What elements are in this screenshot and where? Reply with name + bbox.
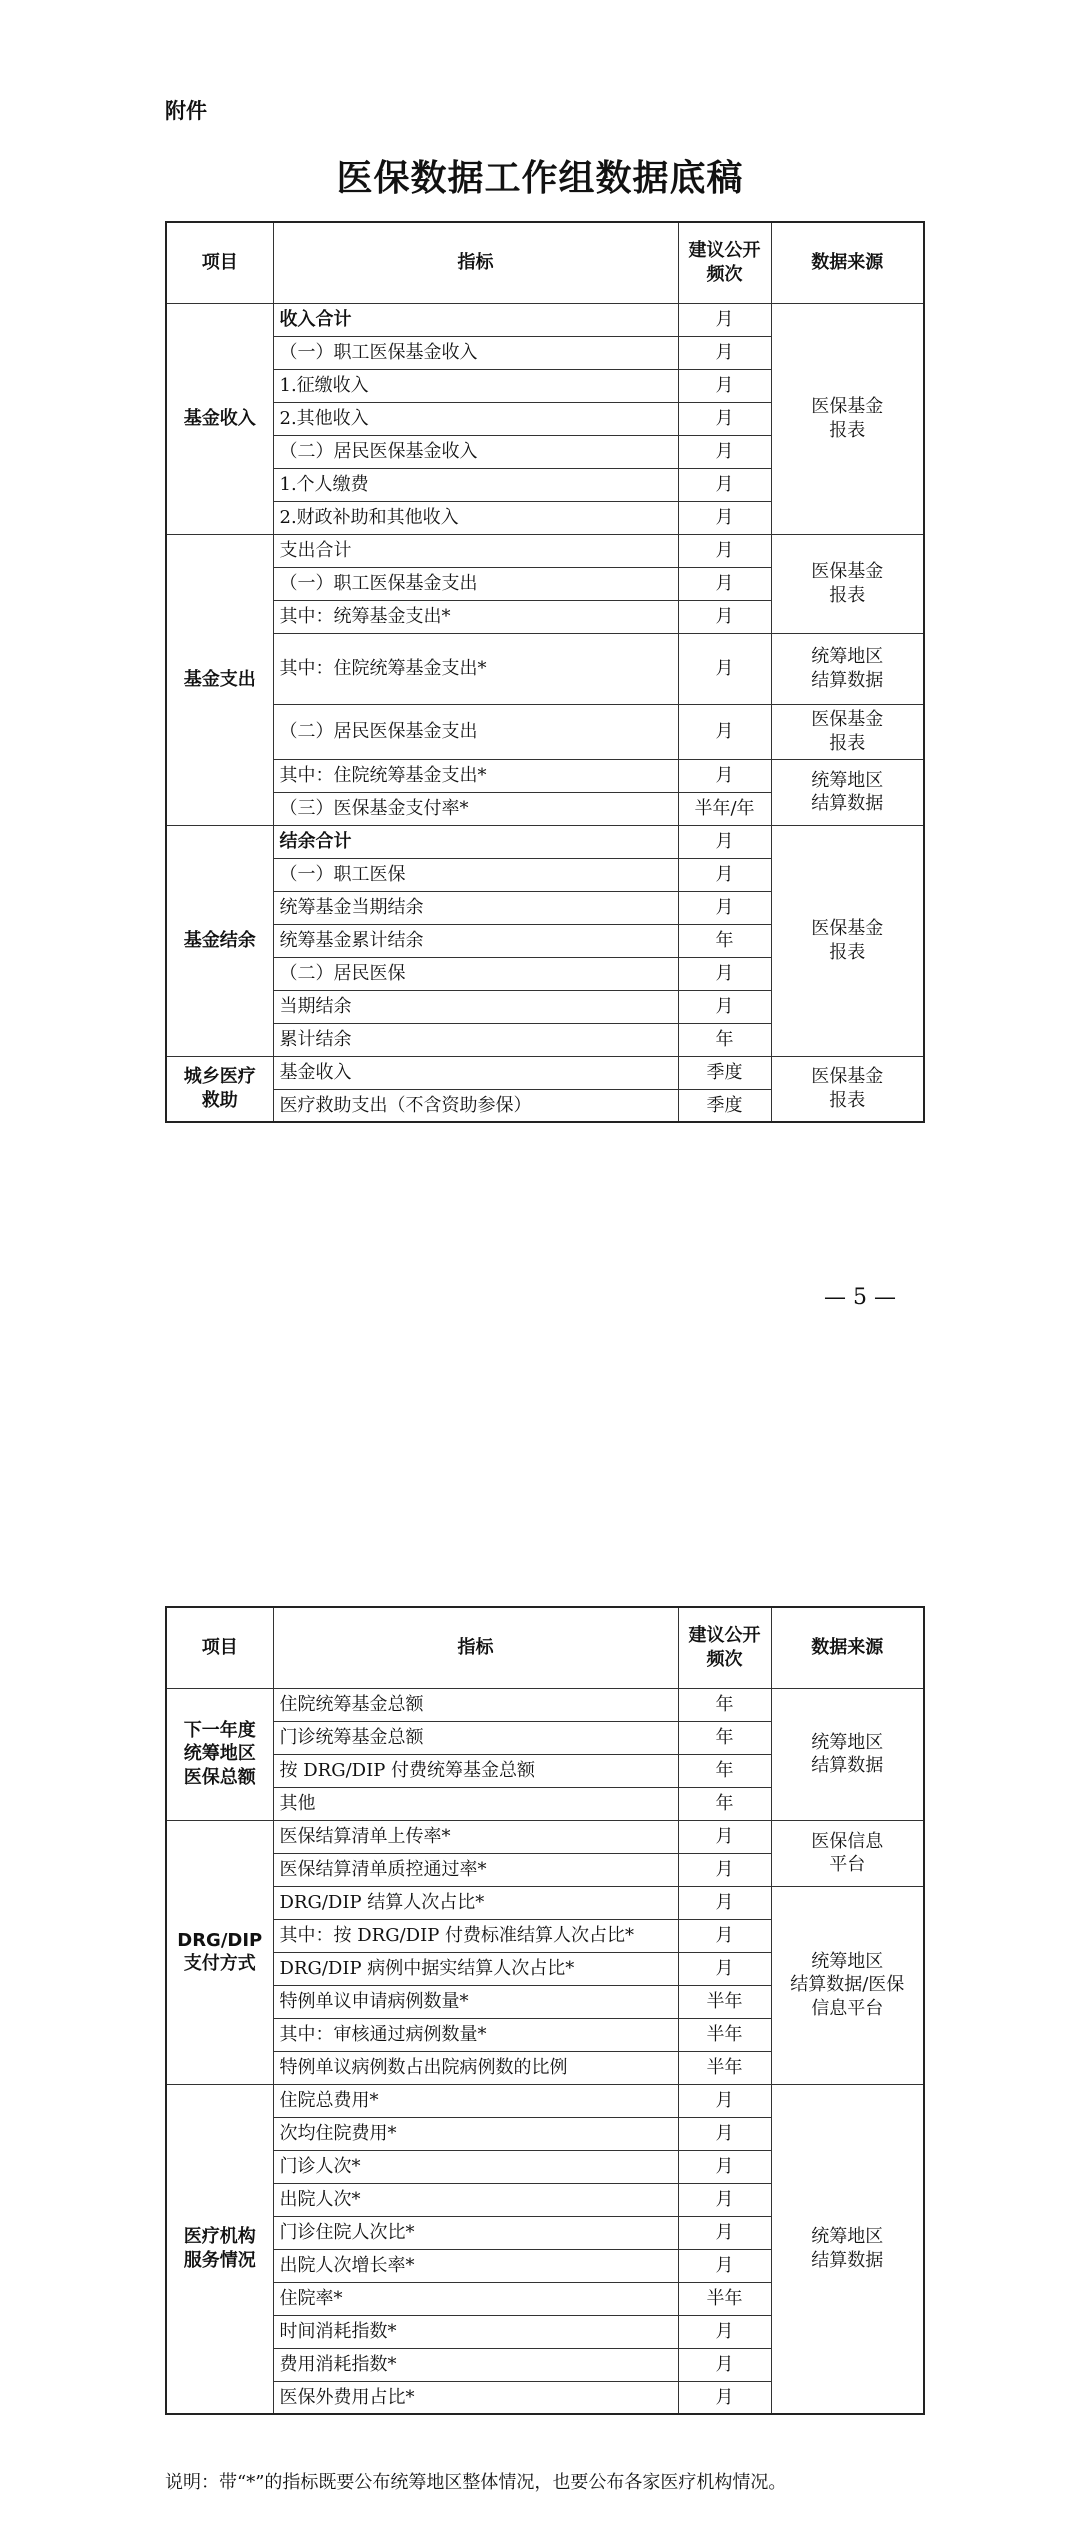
indicator-cell: DRG/DIP 病例中据实结算人次占比*: [273, 1952, 678, 1985]
table-header: [166, 222, 924, 303]
freq-cell: 半年: [678, 1985, 771, 2018]
indicator-cell: 其中：住院统筹基金支出*: [273, 633, 678, 704]
source-cell: 医保基金 报表: [771, 1056, 924, 1122]
freq-cell: 月: [678, 1919, 771, 1952]
header-indicator: 指标: [273, 1607, 678, 1688]
freq-cell: 月: [678, 2183, 771, 2216]
indicator-cell: 住院总费用*: [273, 2084, 678, 2117]
category-cell: 医疗机构 服务情况: [166, 2084, 273, 2414]
freq-cell: 月: [678, 534, 771, 567]
freq-cell: 月: [678, 2381, 771, 2414]
freq-cell: 年: [678, 1023, 771, 1056]
indicator-cell: 次均住院费用*: [273, 2117, 678, 2150]
indicator-cell: 结余合计: [273, 825, 678, 858]
category-cell: DRG/DIP 支付方式: [166, 1820, 273, 2084]
indicator-cell: 医保结算清单质控通过率*: [273, 1853, 678, 1886]
indicator-cell: 累计结余: [273, 1023, 678, 1056]
indicator-cell: 支出合计: [273, 534, 678, 567]
source-cell: 统筹地区 结算数据: [771, 1688, 924, 1820]
table-row: [166, 1056, 924, 1089]
source-cell: 统筹地区 结算数据/医保 信息平台: [771, 1886, 924, 2084]
freq-cell: 月: [678, 1886, 771, 1919]
indicator-cell: DRG/DIP 结算人次占比*: [273, 1886, 678, 1919]
freq-cell: 月: [678, 759, 771, 792]
indicator-cell: 其中：统筹基金支出*: [273, 600, 678, 633]
header-indicator: 指标: [273, 222, 678, 303]
freq-cell: 半年/年: [678, 792, 771, 825]
freq-cell: 年: [678, 1754, 771, 1787]
freq-cell: 年: [678, 1688, 771, 1721]
indicator-cell: 出院人次增长率*: [273, 2249, 678, 2282]
freq-cell: 月: [678, 435, 771, 468]
freq-cell: 月: [678, 858, 771, 891]
indicator-cell: （一）职工医保: [273, 858, 678, 891]
table-row: [166, 825, 924, 858]
indicator-cell: 收入合计: [273, 303, 678, 336]
indicator-cell: （二）居民医保: [273, 957, 678, 990]
freq-cell: 月: [678, 704, 771, 759]
attachment-label: 附件: [165, 99, 207, 123]
source-cell: 统筹地区 结算数据: [771, 2084, 924, 2414]
indicator-cell: 2.财政补助和其他收入: [273, 501, 678, 534]
freq-cell: 月: [678, 2117, 771, 2150]
source-cell: 统筹地区 结算数据: [771, 633, 924, 704]
freq-cell: 月: [678, 468, 771, 501]
category-cell: 基金收入: [166, 303, 273, 534]
indicator-cell: 按 DRG/DIP 付费统筹基金总额: [273, 1754, 678, 1787]
indicator-cell: 其中：住院统筹基金支出*: [273, 759, 678, 792]
freq-cell: 半年: [678, 2018, 771, 2051]
freq-cell: 月: [678, 633, 771, 704]
indicator-cell: 其中：按 DRG/DIP 付费标准结算人次占比*: [273, 1919, 678, 1952]
category-cell: 基金支出: [166, 534, 273, 825]
indicator-cell: （二）居民医保基金支出: [273, 704, 678, 759]
source-cell: 医保基金 报表: [771, 303, 924, 534]
indicator-cell: 统筹基金当期结余: [273, 891, 678, 924]
indicator-cell: 2.其他收入: [273, 402, 678, 435]
freq-cell: 月: [678, 957, 771, 990]
indicator-cell: 其他: [273, 1787, 678, 1820]
indicator-cell: （一）职工医保基金收入: [273, 336, 678, 369]
freq-cell: 季度: [678, 1056, 771, 1089]
freq-cell: 月: [678, 2084, 771, 2117]
indicator-cell: 特例单议病例数占出院病例数的比例: [273, 2051, 678, 2084]
freq-cell: 半年: [678, 2051, 771, 2084]
indicator-cell: （二）居民医保基金收入: [273, 435, 678, 468]
freq-cell: 月: [678, 825, 771, 858]
table-row: [166, 633, 924, 704]
freq-cell: 月: [678, 1820, 771, 1853]
page-number-text: — 5 —: [824, 1285, 896, 1310]
freq-cell: 月: [678, 1952, 771, 1985]
table-row: [166, 2084, 924, 2117]
page-title: 医保数据工作组数据底稿: [336, 157, 744, 199]
table-row: [166, 534, 924, 567]
footnote: 说明：带“*”的指标既要公布统筹地区整体情况，也要公布各家医疗机构情况。: [165, 2472, 787, 2493]
freq-cell: 季度: [678, 1089, 771, 1122]
table-row: [166, 759, 924, 792]
indicator-cell: 统筹基金累计结余: [273, 924, 678, 957]
freq-cell: 年: [678, 1721, 771, 1754]
indicator-cell: 当期结余: [273, 990, 678, 1023]
indicator-cell: （一）职工医保基金支出: [273, 567, 678, 600]
freq-cell: 月: [678, 2315, 771, 2348]
freq-cell: 月: [678, 567, 771, 600]
indicator-cell: 门诊统筹基金总额: [273, 1721, 678, 1754]
freq-cell: 年: [678, 924, 771, 957]
freq-cell: 半年: [678, 2282, 771, 2315]
header-source: 数据来源: [771, 222, 924, 303]
table-row: [166, 1820, 924, 1853]
freq-cell: 月: [678, 501, 771, 534]
indicator-cell: 特例单议申请病例数量*: [273, 1985, 678, 2018]
freq-cell: 月: [678, 1853, 771, 1886]
data-table-2: [165, 1606, 925, 2415]
freq-cell: 月: [678, 600, 771, 633]
freq-cell: 月: [678, 303, 771, 336]
header-item: 项目: [166, 1607, 273, 1688]
freq-cell: 月: [678, 402, 771, 435]
indicator-cell: 医保外费用占比*: [273, 2381, 678, 2414]
indicator-cell: 门诊住院人次比*: [273, 2216, 678, 2249]
freq-cell: 月: [678, 891, 771, 924]
indicator-cell: 医疗救助支出（不含资助参保）: [273, 1089, 678, 1122]
header-freq: 建议公开 频次: [678, 1607, 771, 1688]
indicator-cell: 时间消耗指数*: [273, 2315, 678, 2348]
source-cell: 医保基金 报表: [771, 534, 924, 633]
header-freq: 建议公开 频次: [678, 222, 771, 303]
freq-cell: 月: [678, 990, 771, 1023]
freq-cell: 月: [678, 2249, 771, 2282]
header-item: 项目: [166, 222, 273, 303]
table-header: [166, 1607, 924, 1688]
indicator-cell: 1.征缴收入: [273, 369, 678, 402]
freq-cell: 年: [678, 1787, 771, 1820]
data-table-1: [165, 221, 925, 1123]
indicator-cell: 费用消耗指数*: [273, 2348, 678, 2381]
freq-cell: 月: [678, 2348, 771, 2381]
category-cell: 下一年度 统筹地区 医保总额: [166, 1688, 273, 1820]
source-cell: 医保信息 平台: [771, 1820, 924, 1886]
freq-cell: 月: [678, 369, 771, 402]
category-cell: 城乡医疗 救助: [166, 1056, 273, 1122]
freq-cell: 月: [678, 2216, 771, 2249]
indicator-cell: （三）医保基金支付率*: [273, 792, 678, 825]
header-source: 数据来源: [771, 1607, 924, 1688]
source-cell: 医保基金 报表: [771, 704, 924, 759]
indicator-cell: 医保结算清单上传率*: [273, 1820, 678, 1853]
source-cell: 统筹地区 结算数据: [771, 759, 924, 825]
freq-cell: 月: [678, 2150, 771, 2183]
source-cell: 医保基金 报表: [771, 825, 924, 1056]
table-row: [166, 1886, 924, 1919]
table-row: [166, 704, 924, 759]
indicator-cell: 住院率*: [273, 2282, 678, 2315]
indicator-cell: 其中：审核通过病例数量*: [273, 2018, 678, 2051]
indicator-cell: 基金收入: [273, 1056, 678, 1089]
category-cell: 基金结余: [166, 825, 273, 1056]
indicator-cell: 出院人次*: [273, 2183, 678, 2216]
table-row: [166, 1688, 924, 1721]
indicator-cell: 门诊人次*: [273, 2150, 678, 2183]
indicator-cell: 住院统筹基金总额: [273, 1688, 678, 1721]
indicator-cell: 1.个人缴费: [273, 468, 678, 501]
table-row: [166, 303, 924, 336]
freq-cell: 月: [678, 336, 771, 369]
